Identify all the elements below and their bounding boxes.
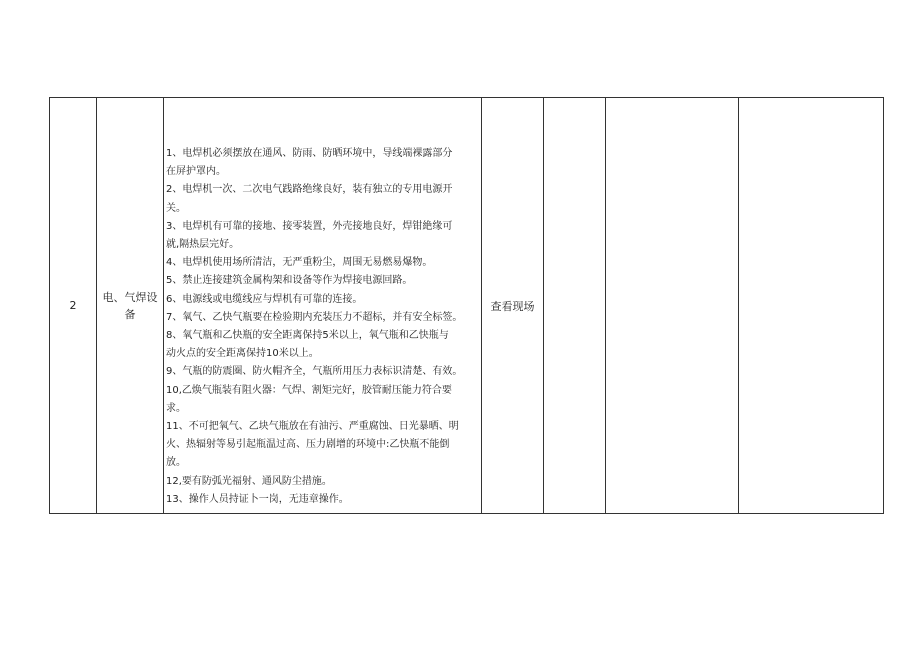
requirement-line: 6、电源线或电缆线应与焊机有可靠的连接。	[166, 293, 363, 305]
requirement-line: 11、不可把氧气、乙块气瓶放在有油污、严重腐蚀、日光暴晒、明	[166, 421, 459, 433]
requirement-line: 就,隔热层完好。	[166, 239, 240, 251]
requirement-line: 2、电焊机一次、二次电气践路绝缘良好，装有独立的专用电源开	[166, 184, 453, 196]
requirement-line: 5、禁止连接建筑金属构架和设备等作为焊接电源回路。	[166, 275, 413, 287]
row-number: 2	[50, 98, 97, 514]
requirement-line: 求。	[166, 402, 186, 414]
requirement-line: 3、电焊机有可靠的接地、接零装置，外壳接地良好，焊钳絶缘可	[166, 220, 453, 232]
requirement-line: 动火点的安全距离保持10米以上。	[166, 348, 319, 360]
requirement-line: 7、氧气、乙快气瓶要在检验期内充装压力不超标，并有安全标签。	[166, 311, 463, 323]
requirement-line: 放。	[166, 457, 186, 469]
requirement-line: 关。	[166, 202, 186, 214]
empty-cell	[606, 98, 739, 514]
inspection-item: 电、气焊设备	[97, 98, 164, 514]
table-row	[50, 98, 884, 514]
requirement-line: 12,要有防弧光福射、通风防尘措施。	[166, 475, 332, 487]
inspection-table	[49, 97, 884, 514]
inspection-requirements	[164, 98, 482, 514]
empty-cell	[739, 98, 884, 514]
requirement-line: 10,乙焕气瓶装有阻火器：气焊、割矩完好，胶管耐压能力符合要	[166, 384, 452, 396]
requirement-line: 火、热辐射等易引起瓶温过高、压力剧增的环境中:乙快瓶不能倒	[166, 439, 450, 451]
requirement-line: 1、电焊机必须摆放在通风、防雨、防晒环境中，导线端裸露部分	[166, 148, 453, 159]
inspection-method: 查看现场	[482, 98, 544, 514]
requirement-line: 4、电焊机使用场所清洁，无严重粉尘，周围无易燃易爆物。	[166, 257, 433, 269]
requirement-line: 在屏护罩内。	[166, 166, 226, 178]
requirement-line: 8、氧气瓶和乙快瓶的安全距离保持5米以上，氧气瓶和乙快瓶与	[166, 330, 449, 342]
requirement-line: 9、气瓶的防震圈、防火帽齐全，气瓶所用压力表标识清楚、有效。	[166, 366, 463, 378]
empty-cell	[544, 98, 606, 514]
requirement-line: 13、操作人员持证卜一岗，无违章操作。	[166, 493, 349, 505]
